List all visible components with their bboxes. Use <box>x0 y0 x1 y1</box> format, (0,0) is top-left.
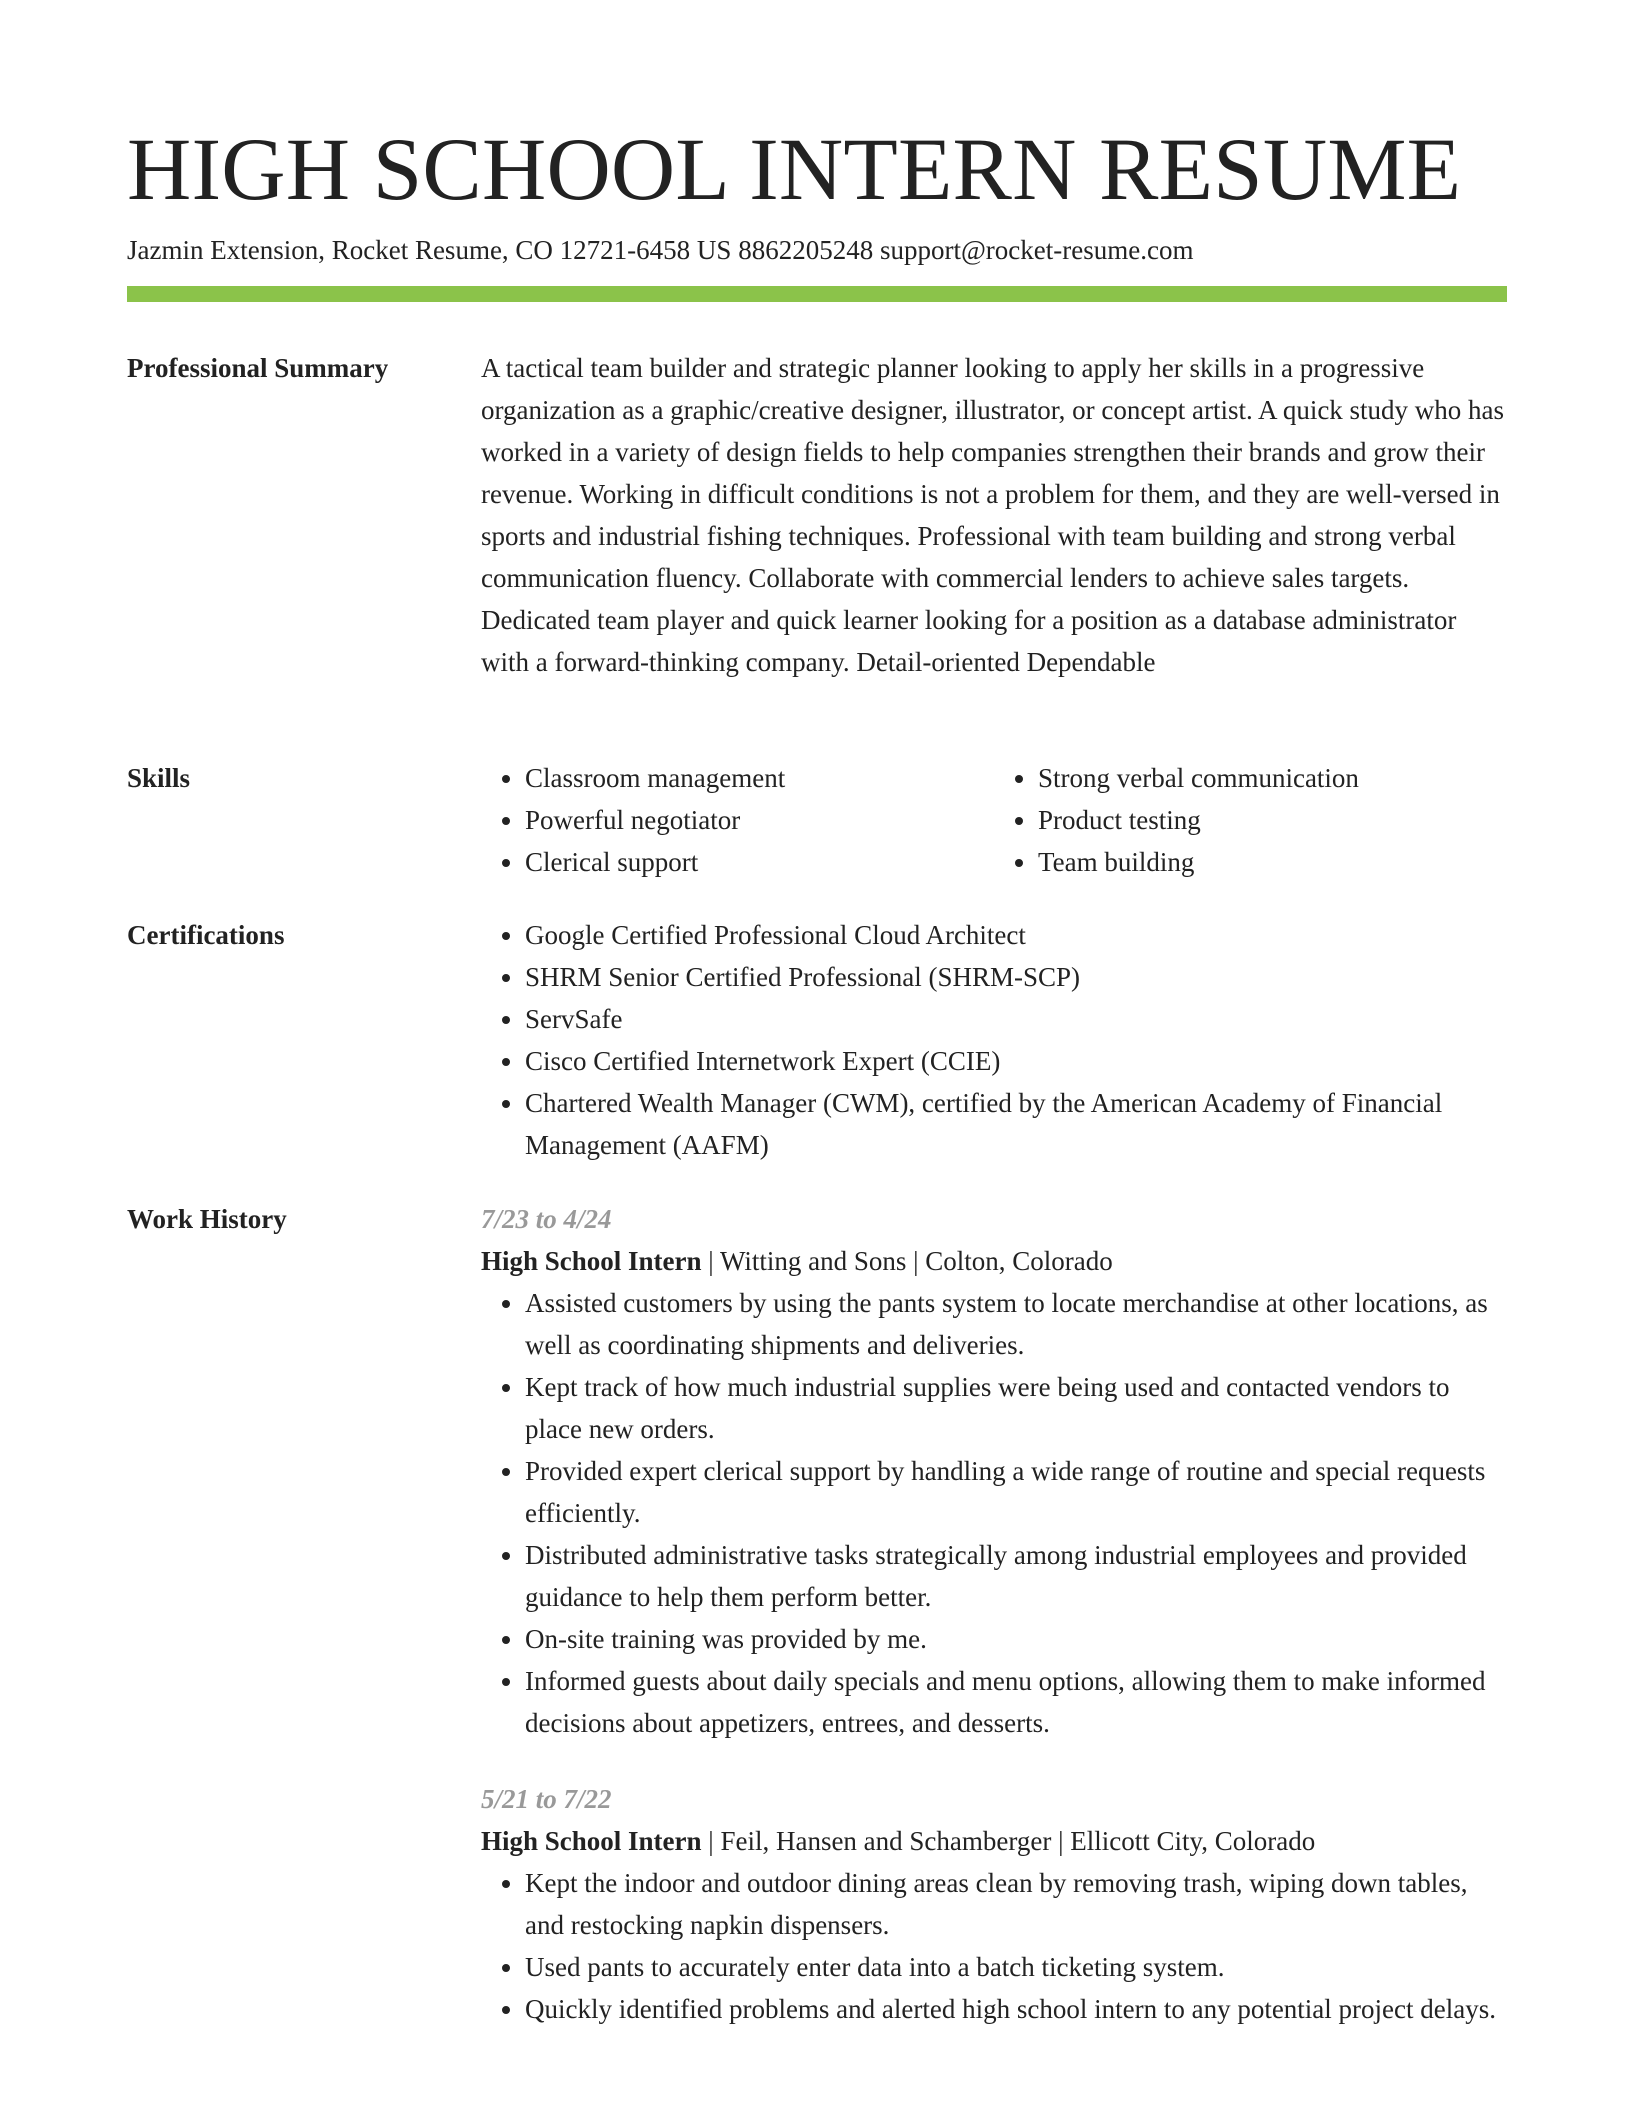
job-bullet: • On-site training was provided by me. <box>525 1618 1507 1660</box>
summary-body <box>481 347 1507 683</box>
skill-item: • Team building <box>1038 841 1507 883</box>
certifications-list <box>481 914 1507 1166</box>
contact-line: Jazmin Extension, Rocket Resume, CO 12721-6458 US 8862205248 support@rocket-resume.com <box>127 235 1194 265</box>
job-bullet: • Used pants to accurately enter data into a batch ticketing system. <box>525 1946 1507 1988</box>
job-bullet: • Provided expert clerical support by handling a wide range of routine and special requests efficiently. <box>525 1450 1507 1534</box>
certification-item: • Google Certified Professional Cloud Architect <box>525 914 1507 956</box>
certification-item: • SHRM Senior Certified Professional (SHRM-SCP) <box>525 956 1507 998</box>
skills-heading: Skills <box>127 763 191 793</box>
job-bullets <box>481 1282 1507 1744</box>
skills-grid <box>481 757 1507 883</box>
job-title-line <box>481 1240 1507 1282</box>
skill-item: • Classroom management <box>525 757 994 799</box>
job-dates: 7/23 to 4/24 <box>481 1204 612 1234</box>
job-bullet: • Distributed administrative tasks strategically among industrial employees and provided guidance to help them perform better. <box>525 1534 1507 1618</box>
job-employer-location: | Feil, Hansen and Schamberger | Ellicott City, Colorado <box>701 1826 1316 1856</box>
certification-item: • ServSafe <box>525 998 1507 1040</box>
job-title-line <box>481 1820 1507 1862</box>
certification-item: • Cisco Certified Internetwork Expert (CCIE) <box>525 1040 1507 1082</box>
job-bullet: • Informed guests about daily specials and menu options, allowing them to make informed decisions about appetizers, entrees, and desserts. <box>525 1660 1507 1744</box>
skills-body <box>481 757 1507 883</box>
job-bullets <box>481 1862 1507 2030</box>
work-history-heading: Work History <box>127 1204 287 1234</box>
skills-column-1 <box>481 757 994 883</box>
resume-title: HIGH SCHOOL INTERN RESUME <box>127 121 1462 219</box>
job-role: High School Intern <box>481 1826 702 1856</box>
job-entry <box>481 1198 1507 1744</box>
work-history-body <box>481 1198 1507 2030</box>
certification-item: • Chartered Wealth Manager (CWM), certified by the American Academy of Financial Management (AAFM) <box>525 1082 1507 1166</box>
skill-item: • Product testing <box>1038 799 1507 841</box>
skill-item: • Strong verbal communication <box>1038 757 1507 799</box>
job-bullet: • Kept the indoor and outdoor dining areas clean by removing trash, wiping down tables, and restocking napkin dispensers. <box>525 1862 1507 1946</box>
accent-divider <box>127 286 1507 302</box>
summary-heading: Professional Summary <box>127 353 389 383</box>
skill-item: • Powerful negotiator <box>525 799 994 841</box>
certifications-heading: Certifications <box>127 920 285 950</box>
job-employer-location: | Witting and Sons | Colton, Colorado <box>701 1246 1113 1276</box>
skill-item: • Clerical support <box>525 841 994 883</box>
skills-column-2 <box>994 757 1507 883</box>
job-bullet: • Quickly identified problems and alerted high school intern to any potential project delays. <box>525 1988 1507 2030</box>
job-role: High School Intern <box>481 1246 702 1276</box>
summary-text: A tactical team builder and strategic planner looking to apply her skills in a progressive organization as a graphic/creative designer, illustrator, or concept artist. A quick study who has worked in a variety of design fields to help companies strengthen their brands and grow their revenue. Working in difficult conditions is not a problem for them, and they are well-versed in sports and industrial fishing techniques. Professional with team building and strong verbal communication fluency. Collaborate with commercial lenders to achieve sales targets. Dedicated team player and quick learner looking for a position as a database administrator with a forward-thinking company. Detail-oriented Dependable <box>481 353 1505 677</box>
certifications-body <box>481 914 1507 1166</box>
job-bullet: • Assisted customers by using the pants system to locate merchandise at other locations, as well as coordinating shipments and deliveries. <box>525 1282 1507 1366</box>
job-dates: 5/21 to 7/22 <box>481 1784 612 1814</box>
job-bullet: • Kept track of how much industrial supplies were being used and contacted vendors to place new orders. <box>525 1366 1507 1450</box>
job-entry <box>481 1778 1507 2030</box>
